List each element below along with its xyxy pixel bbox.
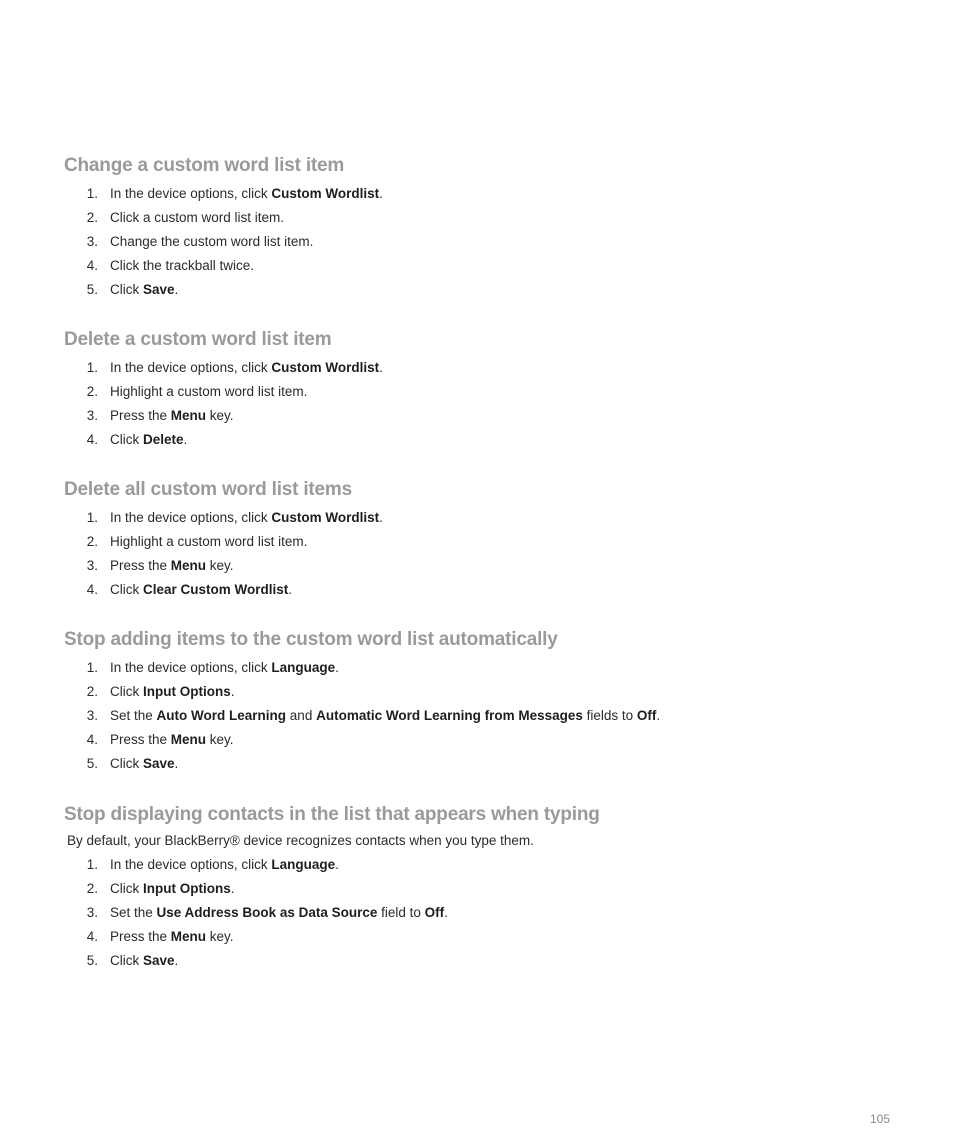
step-item: 3. Press the Menu key. (64, 406, 884, 426)
ui-term: Input Options (143, 683, 231, 699)
step-number: 1. (86, 510, 98, 525)
step-item: 2. Highlight a custom word list item. (64, 382, 884, 402)
ui-term: Clear Custom Wordlist (143, 581, 289, 597)
step-item: 1. In the device options, click Custom Wordlist. (64, 358, 884, 378)
step-number: 3. (86, 407, 98, 423)
ui-term: Auto Word Learning (156, 707, 287, 723)
step-number: 4. (86, 928, 98, 944)
ui-term: Automatic Word Learning from Messages (316, 707, 583, 723)
step-number: 5. (86, 755, 98, 771)
section-change-item (64, 154, 884, 303)
ui-term: Menu (170, 731, 207, 747)
step-item: 4. Press the Menu key. (64, 927, 884, 947)
section-intro: By default, your BlackBerry® device recognizes contacts when you type them. (67, 833, 534, 848)
step-number: 2. (86, 209, 98, 225)
step-number: 5. (86, 281, 98, 297)
step-item: 3. Press the Menu key. (64, 556, 884, 576)
step-number: 4. (86, 431, 98, 447)
step-number: 1. (86, 660, 98, 675)
step-item: 4. Click the trackball twice. (64, 256, 884, 276)
ui-term: Off (636, 707, 657, 723)
step-number: 1. (86, 857, 98, 872)
step-item: 3. Change the custom word list item. (64, 232, 884, 252)
ui-term: Custom Wordlist (271, 360, 380, 375)
ui-term: Use Address Book as Data Source (156, 904, 378, 920)
section-heading: Stop adding items to the custom word list automatically (64, 629, 558, 650)
step-number: 3. (86, 904, 98, 920)
step-item: 3. Set the Auto Word Learning and Automatic Word Learning from Messages fields to Off. (64, 706, 884, 726)
step-number: 4. (86, 731, 98, 747)
step-item: 4. Press the Menu key. (64, 730, 884, 750)
step-number: 3. (86, 557, 98, 573)
section-heading: Delete all custom word list items (64, 479, 352, 500)
step-number: 2. (86, 383, 98, 399)
steps-list (64, 358, 884, 450)
ui-term: Save (143, 281, 175, 297)
step-number: 3. (86, 233, 98, 249)
step-number: 1. (86, 360, 98, 375)
steps-list (64, 184, 884, 300)
section-heading: Delete a custom word list item (64, 329, 332, 350)
step-item: 1. In the device options, click Custom Wordlist. (64, 184, 884, 204)
step-item: 2. Highlight a custom word list item. (64, 532, 884, 552)
steps-list (64, 508, 884, 600)
step-number: 2. (86, 533, 98, 549)
step-item: 4. Click Clear Custom Wordlist. (64, 580, 884, 600)
page-number: 105 (869, 1112, 890, 1126)
section-stop-adding (64, 628, 884, 777)
ui-term: Menu (170, 557, 207, 573)
section-heading: Change a custom word list item (64, 155, 345, 176)
step-item: 1. In the device options, click Language. (64, 855, 884, 875)
steps-list (64, 855, 884, 971)
section-delete-item (64, 328, 884, 454)
step-item: 3. Set the Use Address Book as Data Source field to Off. (64, 903, 884, 923)
ui-term: Menu (170, 407, 207, 423)
ui-term: Input Options (143, 880, 231, 896)
steps-list (64, 658, 884, 774)
step-item: 5. Click Save. (64, 754, 884, 774)
ui-term: Language (271, 857, 336, 872)
step-number: 4. (86, 581, 98, 597)
ui-term: Custom Wordlist (271, 186, 380, 201)
step-item: 5. Click Save. (64, 951, 884, 971)
step-number: 4. (86, 257, 98, 273)
step-item: 1. In the device options, click Language. (64, 658, 884, 678)
step-item: 2. Click Input Options. (64, 879, 884, 899)
step-item: 1. In the device options, click Custom Wordlist. (64, 508, 884, 528)
section-stop-displaying-contacts (64, 803, 884, 974)
step-number: 2. (86, 880, 98, 896)
step-number: 5. (86, 952, 98, 968)
section-heading: Stop displaying contacts in the list that appears when typing (64, 804, 600, 825)
ui-term: Custom Wordlist (271, 510, 380, 525)
step-item: 2. Click a custom word list item. (64, 208, 884, 228)
ui-term: Save (143, 952, 175, 968)
step-number: 3. (86, 707, 98, 723)
step-item: 4. Click Delete. (64, 430, 884, 450)
ui-term: Delete (143, 431, 184, 447)
ui-term: Language (271, 660, 336, 675)
step-item: 2. Click Input Options. (64, 682, 884, 702)
ui-term: Off (424, 904, 445, 920)
step-number: 1. (86, 186, 98, 201)
ui-term: Save (143, 755, 175, 771)
section-delete-all (64, 478, 884, 604)
ui-term: Menu (170, 928, 207, 944)
step-item: 5. Click Save. (64, 280, 884, 300)
step-number: 2. (86, 683, 98, 699)
